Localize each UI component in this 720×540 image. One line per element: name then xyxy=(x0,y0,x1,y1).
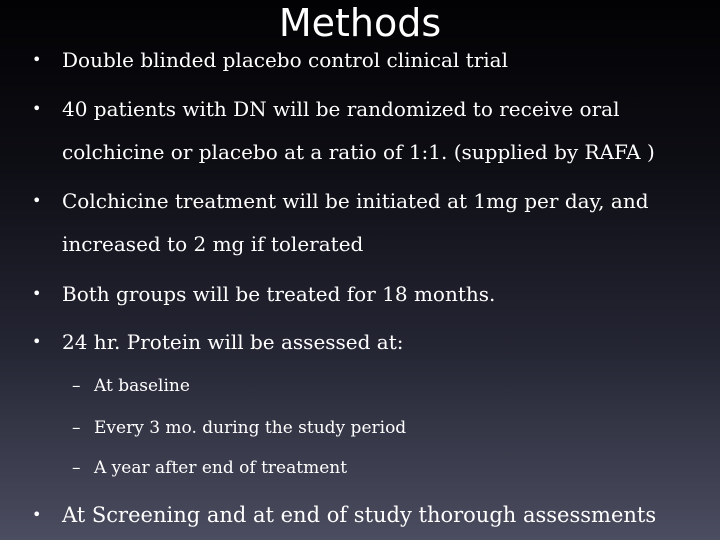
bullet-text: 24 hr. Protein will be assessed at: xyxy=(62,330,404,354)
bullet-protein-assessment xyxy=(32,328,404,356)
bullet-marker: • xyxy=(32,284,42,303)
sub-bullet-text: At baseline xyxy=(94,376,190,396)
sub-bullet-year-after xyxy=(72,456,348,480)
sub-bullet-marker: – xyxy=(72,376,81,396)
sub-bullet-baseline xyxy=(72,374,190,398)
bullet-screening xyxy=(32,501,657,529)
bullet-marker: • xyxy=(32,505,42,524)
sub-bullet-every-3-months xyxy=(72,416,407,440)
bullet-dosing xyxy=(32,187,649,215)
bullet-duration xyxy=(32,280,496,308)
bullet-text: At Screening and at end of study thorough assessments xyxy=(62,503,657,527)
sub-bullet-text: Every 3 mo. during the study period xyxy=(94,418,407,438)
bullet-marker: • xyxy=(32,50,42,69)
bullet-randomization-continued xyxy=(62,138,655,166)
bullet-trial-design xyxy=(32,46,508,74)
bullet-text: Both groups will be treated for 18 months. xyxy=(62,282,496,306)
sub-bullet-marker: – xyxy=(72,418,81,438)
bullet-text: increased to 2 mg if tolerated xyxy=(62,232,364,256)
bullet-text: Double blinded placebo control clinical trial xyxy=(62,48,508,72)
bullet-marker: • xyxy=(32,99,42,118)
sub-bullet-text: A year after end of treatment xyxy=(94,458,348,478)
bullet-marker: • xyxy=(32,332,42,351)
bullet-marker: • xyxy=(32,191,42,210)
bullet-text: colchicine or placebo at a ratio of 1:1. (supplied by RAFA ) xyxy=(62,140,655,164)
bullet-text: 40 patients with DN will be randomized to receive oral xyxy=(62,97,620,121)
bullet-randomization xyxy=(32,95,620,123)
bullet-dosing-continued xyxy=(62,230,363,258)
sub-bullet-marker: – xyxy=(72,458,81,478)
slide-title: Methods xyxy=(278,1,442,45)
bullet-text: Colchicine treatment will be initiated at 1mg per day, and xyxy=(62,189,649,213)
